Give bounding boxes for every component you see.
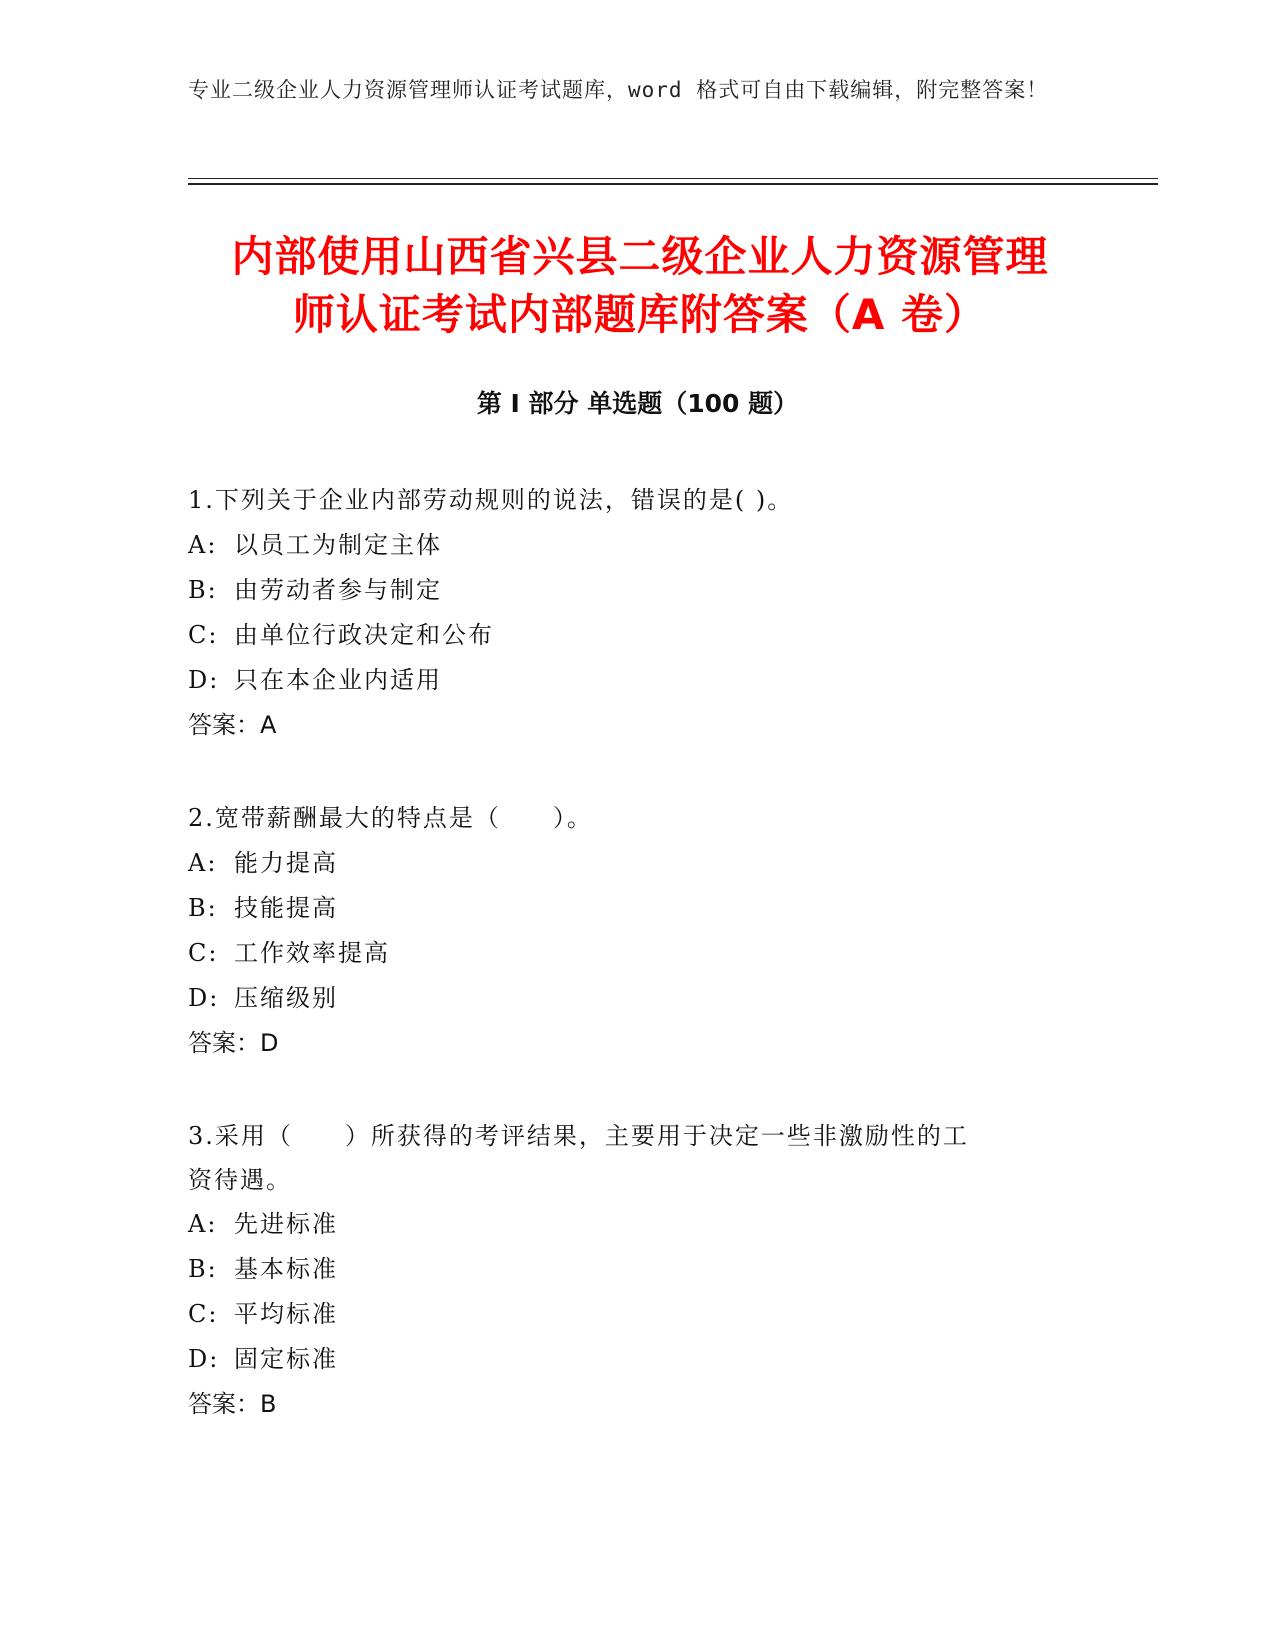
option-c	[188, 613, 1068, 658]
header-note: 专业二级企业人力资源管理师认证考试题库，word 格式可自由下载编辑，附完整答案！	[188, 78, 1049, 102]
option-label: C:	[188, 621, 219, 649]
answer-line: 答案：B	[188, 1390, 277, 1418]
document-title-line-1: 内部使用山西省兴县二级企业人力资源管理	[231, 232, 1049, 281]
option-label: A:	[188, 849, 218, 877]
option-text: 由劳动者参与制定	[234, 576, 442, 604]
question-stem-line-2: 资待遇。	[188, 1166, 292, 1194]
option-a	[188, 523, 1068, 568]
option-label: B:	[188, 894, 218, 922]
option-text: 以员工为制定主体	[234, 531, 442, 559]
option-b	[188, 1247, 1068, 1292]
header-divider-thick	[188, 183, 1158, 185]
question-list	[188, 478, 1068, 1475]
question-stem: 1.下列关于企业内部劳动规则的说法，错误的是( )。	[188, 486, 794, 514]
option-c	[188, 1292, 1068, 1337]
question-stem: 2.宽带薪酬最大的特点是（ ）。	[188, 804, 593, 832]
option-text: 基本标准	[234, 1255, 338, 1283]
option-text: 能力提高	[234, 849, 338, 877]
option-text: 只在本企业内适用	[234, 666, 442, 694]
option-label: A:	[188, 1210, 218, 1238]
question-stem-line-1: 3.采用（ ）所获得的考评结果，主要用于决定一些非激励性的工	[188, 1122, 969, 1150]
option-label: B:	[188, 576, 218, 604]
header-divider-thin	[188, 178, 1158, 179]
option-label: A:	[188, 531, 218, 559]
option-label: B:	[188, 1255, 218, 1283]
option-d	[188, 976, 1068, 1021]
option-b	[188, 568, 1068, 613]
document-title-line-2: 师认证考试内部题库附答案（A 卷）	[292, 290, 988, 339]
option-label: C:	[188, 1300, 219, 1328]
answer-line: 答案：A	[188, 711, 277, 739]
option-c	[188, 931, 1068, 976]
option-label: D:	[188, 1345, 220, 1373]
option-label: D:	[188, 984, 220, 1012]
option-d	[188, 658, 1068, 703]
option-text: 先进标准	[234, 1210, 338, 1238]
answer-line: 答案：D	[188, 1029, 279, 1057]
option-text: 由单位行政决定和公布	[234, 621, 494, 649]
document-title	[150, 228, 1130, 344]
option-a	[188, 1202, 1068, 1247]
option-text: 压缩级别	[234, 984, 338, 1012]
question-3	[188, 1114, 1068, 1427]
option-a	[188, 841, 1068, 886]
option-text: 固定标准	[234, 1345, 338, 1373]
option-label: C:	[188, 939, 219, 967]
question-2	[188, 796, 1068, 1066]
question-1	[188, 478, 1068, 748]
option-d	[188, 1337, 1068, 1382]
section-heading: 第 I 部分 单选题（100 题）	[476, 389, 799, 418]
option-label: D:	[188, 666, 220, 694]
option-text: 技能提高	[234, 894, 338, 922]
option-text: 平均标准	[234, 1300, 338, 1328]
option-text: 工作效率提高	[234, 939, 390, 967]
option-b	[188, 886, 1068, 931]
